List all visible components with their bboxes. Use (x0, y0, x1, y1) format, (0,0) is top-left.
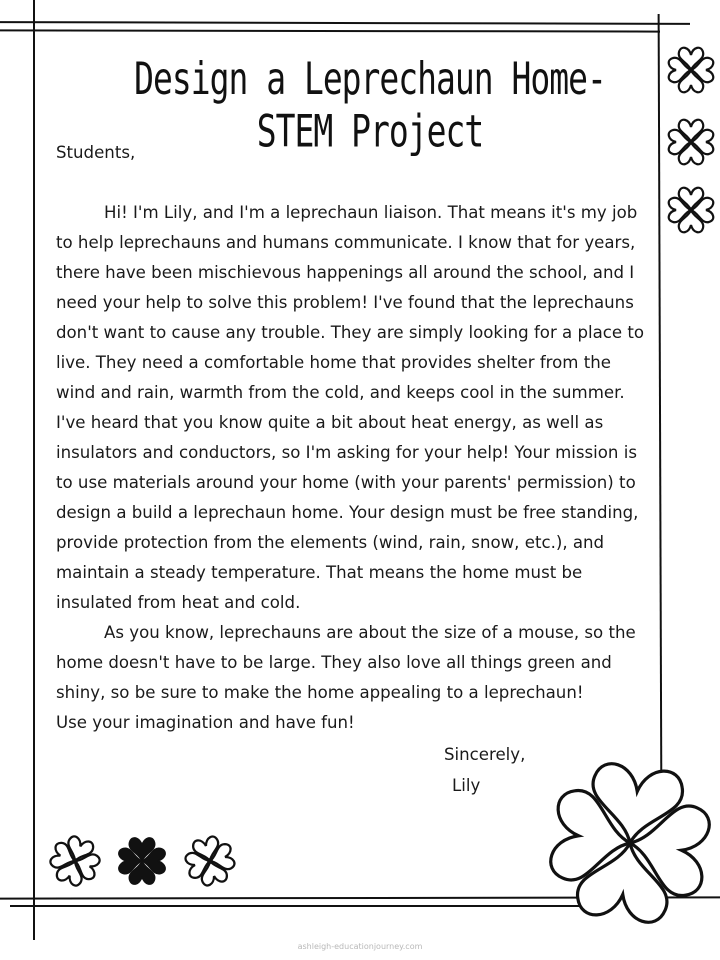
border-top-line (0, 21, 690, 25)
footer-url: ashleigh-educationjourney.com (297, 942, 423, 951)
border-left-line (33, 0, 35, 940)
signoff: Sincerely, (444, 745, 526, 764)
border-right-line (658, 14, 663, 804)
closing-line: Use your imagination and have fun! (56, 713, 355, 732)
letter-body (56, 138, 650, 738)
clover-outline-icon (665, 44, 717, 96)
page-title: Design a Leprechaun Home-STEM Project (134, 52, 606, 158)
clover-filled-icon (115, 834, 169, 888)
border-bottom-line-2 (10, 905, 610, 907)
signature: Lily (452, 776, 481, 795)
paragraph-2: As you know, leprechauns are about the size of a mouse, so the home doesn't have to be large. They also love all things green and shiny, so be sure to make the home appealing to a leprechaun! (56, 623, 636, 702)
border-top-line-2 (0, 29, 660, 32)
clover-outline-icon (665, 184, 717, 236)
clover-outline-icon (48, 834, 102, 888)
greeting: Students, (56, 143, 136, 162)
paragraph-1: Hi! I'm Lily, and I'm a leprechaun liaison. That means it's my job to help leprechauns and humans communicate. I know that for years, there have been mischievous happenings all around the school, and I need your help to solve this problem! I've found that the leprechauns don't want to cause any trouble. They are simply looking for a place to live. They need a comfortable home that provides shelter from the wind and rain, warmth from the cold, and keeps cool in the summer. I've heard that you know quite a bit about heat energy, as well as insulators and conductors, so I'm asking for your help! Your mission is to use materials around your home (with your parents' permission) to design a build a leprechaun home. Your design must be free standing, provide protection from the elements (wind, rain, snow, etc.), and maintain a steady temperature. That means the home must be insulated from heat and cold. (56, 203, 645, 612)
clover-large-icon (540, 748, 720, 938)
clover-outline-icon (183, 834, 237, 888)
clover-outline-icon (665, 116, 717, 168)
